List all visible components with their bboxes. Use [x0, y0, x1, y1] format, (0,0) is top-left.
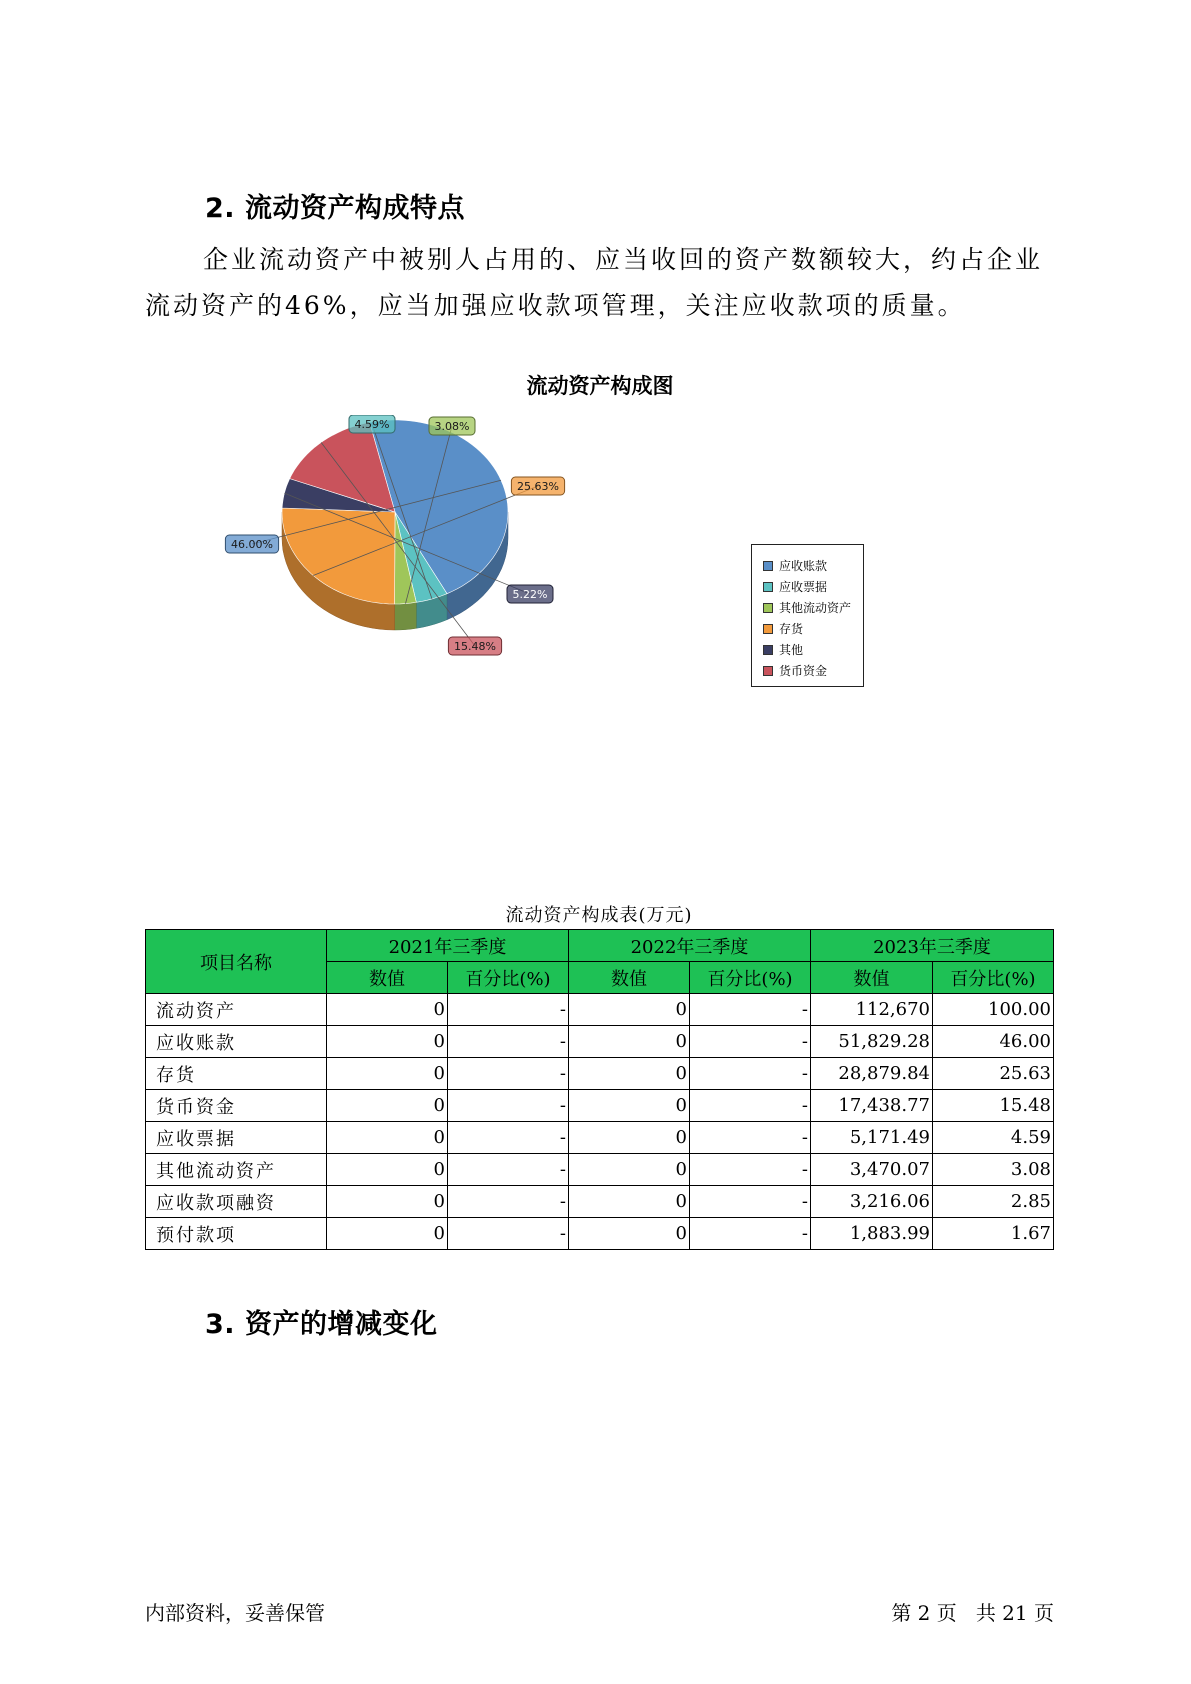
value-cell: 28,879.84	[811, 1058, 933, 1090]
table-subheader-value: 数值	[569, 962, 690, 994]
value-cell: 5,171.49	[811, 1122, 933, 1154]
legend-label: 其他	[779, 643, 804, 657]
value-cell: 0	[569, 994, 690, 1026]
value-cell: 0	[327, 1186, 448, 1218]
row-label: 预付款项	[146, 1218, 327, 1250]
value-cell: 0	[327, 1090, 448, 1122]
value-cell: 51,829.28	[811, 1026, 933, 1058]
value-cell: 0	[569, 1186, 690, 1218]
pie-data-label: 4.59%	[354, 418, 390, 431]
percent-cell: -	[448, 1058, 569, 1090]
percent-cell: 25.63	[933, 1058, 1054, 1090]
percent-cell: -	[448, 1090, 569, 1122]
legend-swatch	[763, 666, 773, 676]
table-row	[146, 1186, 1054, 1218]
pie-data-label: 46.00%	[231, 538, 273, 551]
table-row	[146, 1122, 1054, 1154]
value-cell: 0	[569, 1154, 690, 1186]
table-header-period: 2021年三季度	[327, 930, 569, 962]
value-cell: 1,883.99	[811, 1218, 933, 1250]
percent-cell: -	[690, 994, 811, 1026]
table-header-name: 项目名称	[146, 930, 327, 994]
row-label: 存货	[146, 1058, 327, 1090]
legend-item	[752, 660, 863, 681]
legend-label: 其他流动资产	[779, 601, 852, 615]
table-subheader-percent: 百分比(%)	[933, 962, 1054, 994]
legend-label: 存货	[779, 622, 804, 636]
percent-cell: -	[448, 994, 569, 1026]
percent-cell: -	[690, 1186, 811, 1218]
pie-slice-side	[395, 602, 417, 630]
table-subheader-percent: 百分比(%)	[448, 962, 569, 994]
paragraph-line: 企业流动资产中被别人占用的、应当收回的资产数额较大，约占企业	[203, 245, 1044, 274]
value-cell: 3,470.07	[811, 1154, 933, 1186]
table-header-period: 2023年三季度	[811, 930, 1054, 962]
table-caption: 流动资产构成表(万元)	[505, 905, 693, 926]
percent-cell: -	[690, 1026, 811, 1058]
table-header-period: 2022年三季度	[569, 930, 811, 962]
legend-swatch	[763, 603, 773, 613]
legend-item	[752, 576, 863, 597]
value-cell: 0	[569, 1218, 690, 1250]
value-cell: 112,670	[811, 994, 933, 1026]
value-cell: 0	[327, 1058, 448, 1090]
pie-data-label: 5.22%	[512, 588, 548, 601]
value-cell: 17,438.77	[811, 1090, 933, 1122]
value-cell: 0	[569, 1090, 690, 1122]
percent-cell: 46.00	[933, 1026, 1054, 1058]
section-heading: 3. 资产的增减变化	[205, 1309, 438, 1340]
chart-legend	[751, 544, 864, 687]
percent-cell: 4.59	[933, 1122, 1054, 1154]
table-subheader-value: 数值	[327, 962, 448, 994]
legend-swatch	[763, 582, 773, 592]
pie-data-label: 3.08%	[434, 420, 470, 433]
table-subheader-percent: 百分比(%)	[690, 962, 811, 994]
value-cell: 0	[327, 1154, 448, 1186]
legend-swatch	[763, 561, 773, 571]
row-label: 流动资产	[146, 994, 327, 1026]
legend-label: 货币资金	[779, 664, 828, 678]
table-row	[146, 1218, 1054, 1250]
percent-cell: -	[690, 1218, 811, 1250]
legend-item	[752, 555, 863, 576]
value-cell: 0	[327, 1026, 448, 1058]
row-label: 货币资金	[146, 1090, 327, 1122]
percent-cell: -	[448, 1122, 569, 1154]
table-row	[146, 1058, 1054, 1090]
value-cell: 0	[569, 1122, 690, 1154]
body-paragraph	[145, 237, 1050, 329]
percent-cell: -	[448, 1026, 569, 1058]
percent-cell: 3.08	[933, 1154, 1054, 1186]
legend-item	[752, 597, 863, 618]
percent-cell: -	[690, 1122, 811, 1154]
legend-item	[752, 639, 863, 660]
page-number: 第 2 页 共 21 页	[891, 1601, 1054, 1625]
value-cell: 0	[569, 1026, 690, 1058]
row-label: 应收账款	[146, 1026, 327, 1058]
value-cell: 0	[327, 1122, 448, 1154]
percent-cell: 2.85	[933, 1186, 1054, 1218]
percent-cell: -	[690, 1154, 811, 1186]
row-label: 应收票据	[146, 1122, 327, 1154]
paragraph-line: 流动资产的46%，应当加强应收款项管理，关注应收款项的质量。	[145, 291, 966, 320]
footer-note: 内部资料，妥善保管	[145, 1601, 325, 1625]
table-subheader-value: 数值	[811, 962, 933, 994]
percent-cell: -	[690, 1090, 811, 1122]
table-row	[146, 1026, 1054, 1058]
table-row	[146, 994, 1054, 1026]
legend-swatch	[763, 624, 773, 634]
section-heading: 2. 流动资产构成特点	[205, 193, 465, 224]
percent-cell: -	[448, 1186, 569, 1218]
percent-cell: 100.00	[933, 994, 1054, 1026]
value-cell: 0	[327, 1218, 448, 1250]
table-row	[146, 1154, 1054, 1186]
legend-label: 应收票据	[779, 580, 828, 594]
table-row	[146, 1090, 1054, 1122]
data-table	[145, 929, 1054, 1250]
legend-label: 应收账款	[779, 559, 828, 573]
chart-title: 流动资产构成图	[526, 374, 674, 398]
percent-cell: 15.48	[933, 1090, 1054, 1122]
percent-cell: 1.67	[933, 1218, 1054, 1250]
pie-slice	[282, 508, 395, 604]
value-cell: 0	[569, 1058, 690, 1090]
pie-data-label: 25.63%	[517, 480, 559, 493]
value-cell: 3,216.06	[811, 1186, 933, 1218]
row-label: 其他流动资产	[146, 1154, 327, 1186]
row-label: 应收款项融资	[146, 1186, 327, 1218]
percent-cell: -	[448, 1154, 569, 1186]
legend-item	[752, 618, 863, 639]
percent-cell: -	[690, 1058, 811, 1090]
pie-data-label: 15.48%	[454, 640, 496, 653]
pie-chart	[220, 415, 620, 705]
percent-cell: -	[448, 1218, 569, 1250]
value-cell: 0	[327, 994, 448, 1026]
legend-swatch	[763, 645, 773, 655]
